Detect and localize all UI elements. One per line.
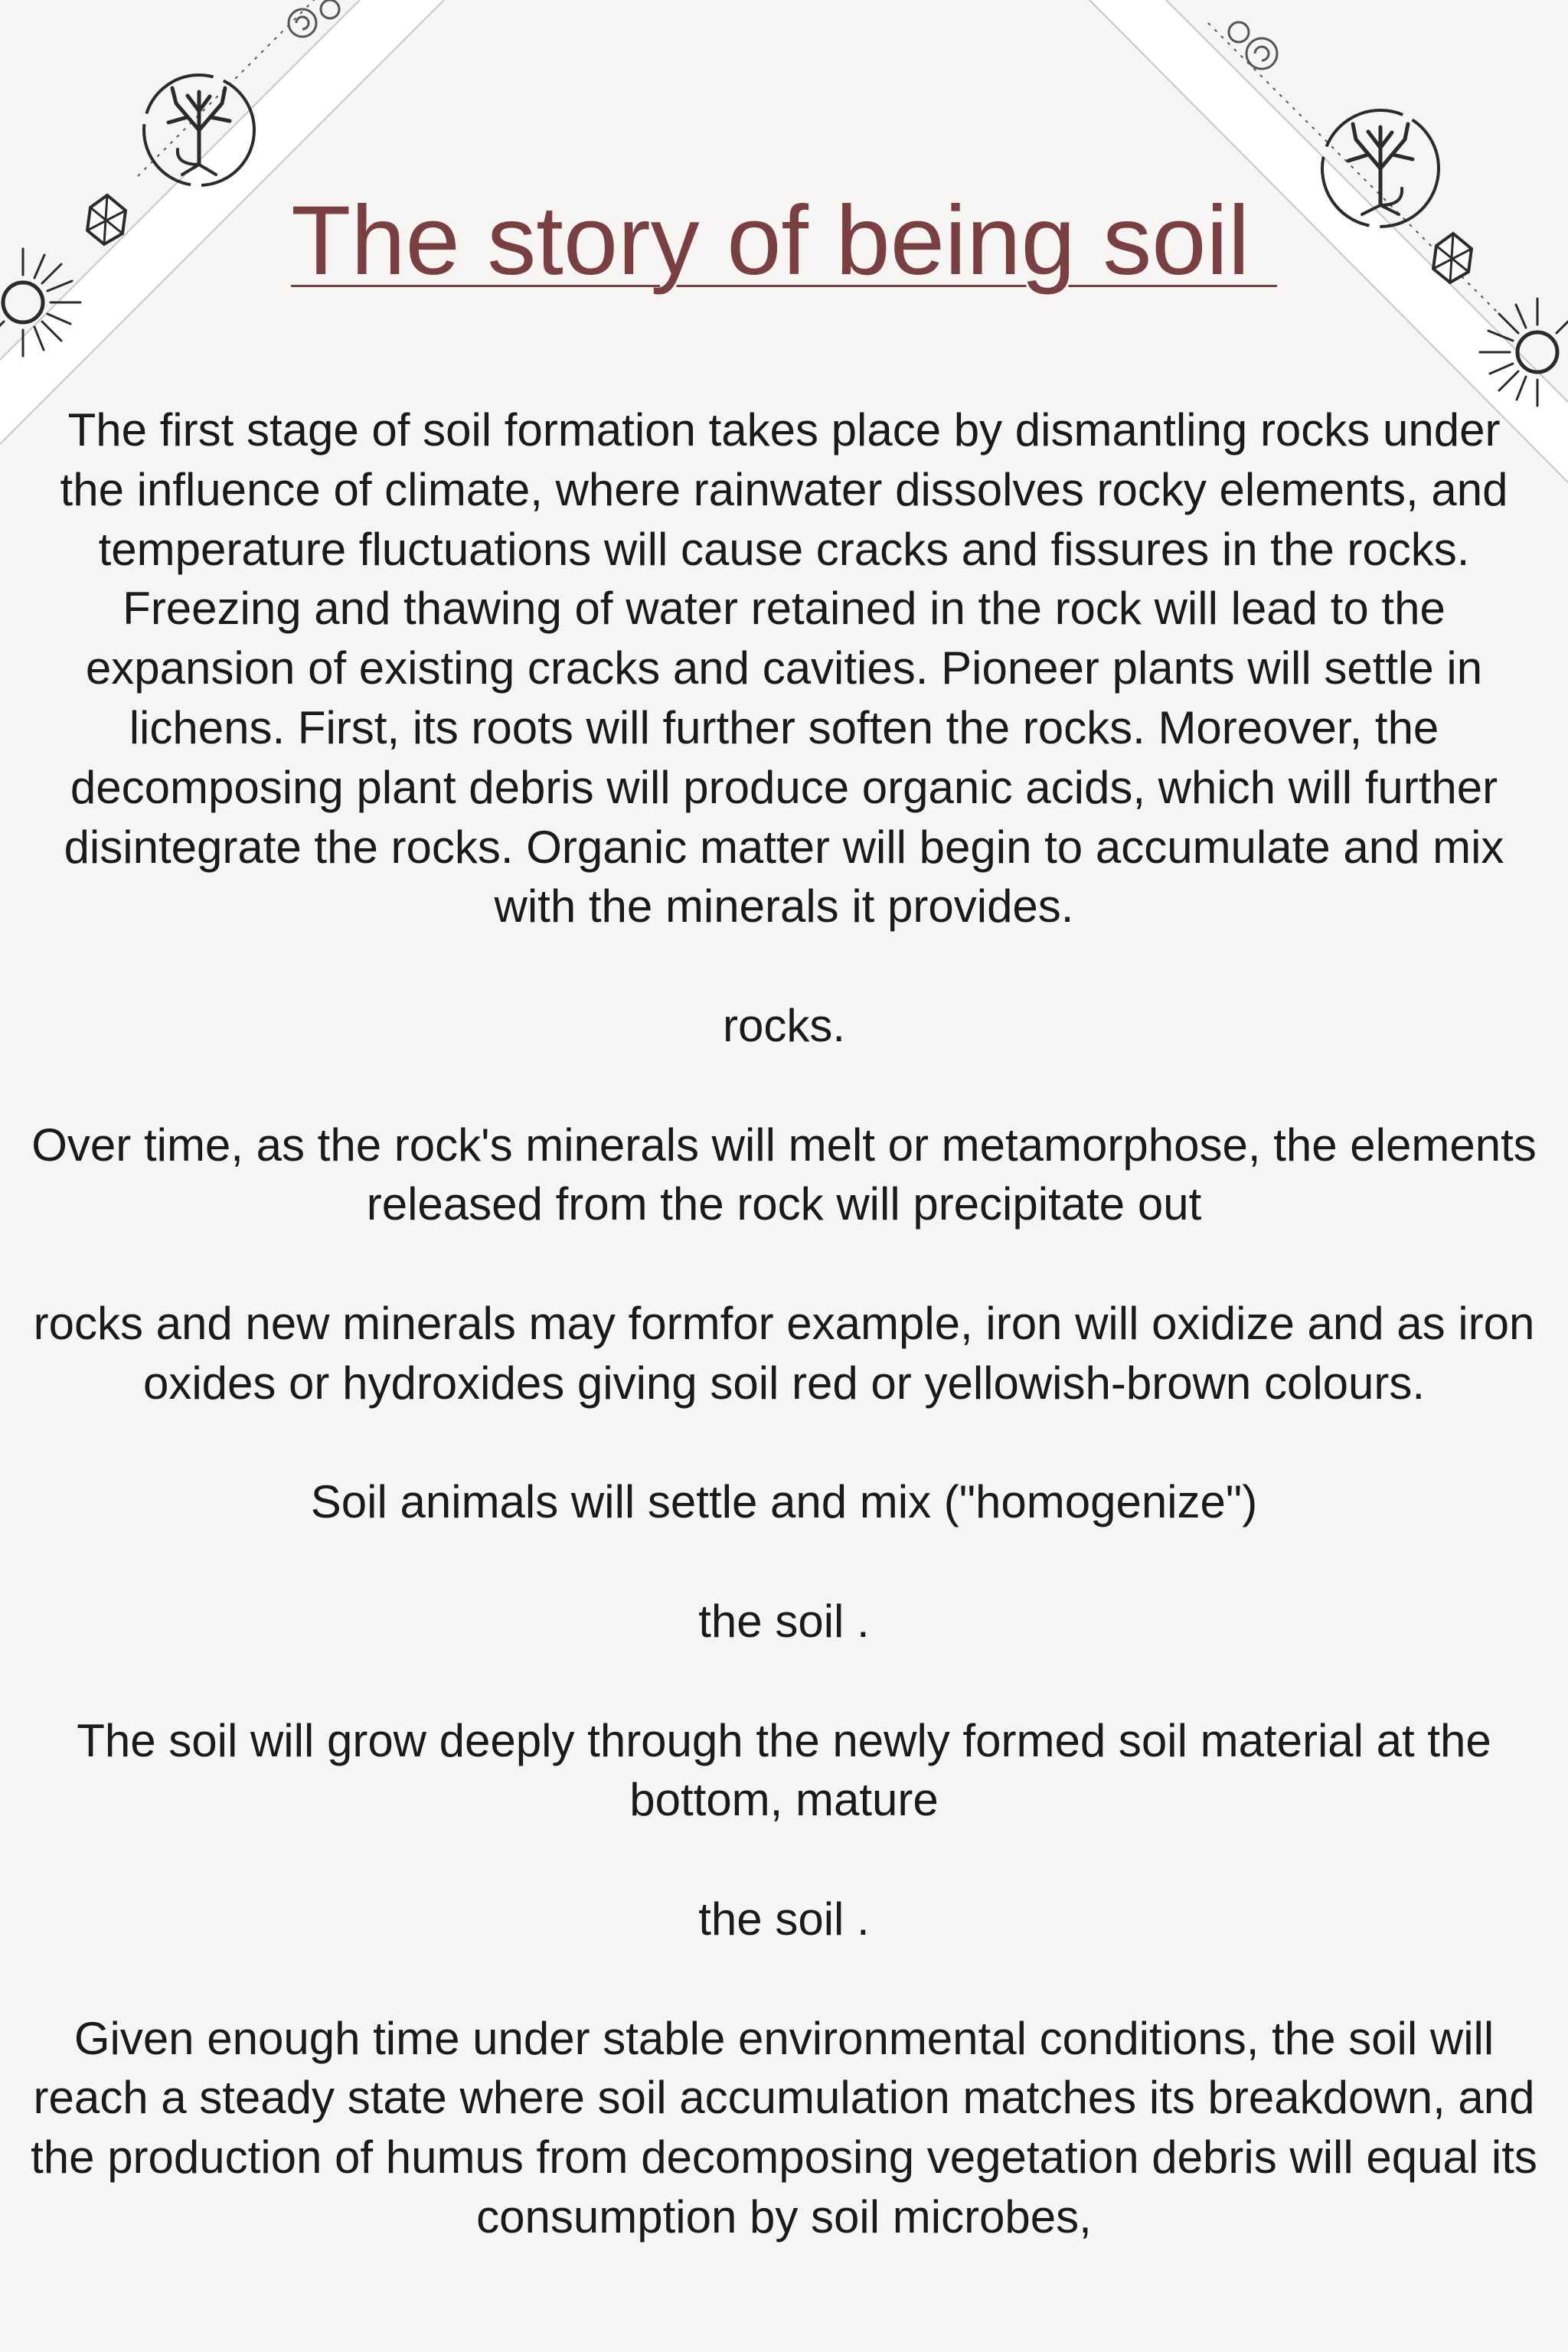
swirl-icon bbox=[1229, 22, 1277, 69]
paragraph: Soil animals will settle and mix ("homogenize") bbox=[310, 1476, 1258, 1528]
paragraph: The soil will grow deeply through the newly formed soil material at the bottom, mature bbox=[77, 1714, 1491, 1826]
page-title bbox=[0, 180, 1568, 302]
paragraph: the soil . bbox=[698, 1893, 870, 1945]
paragraph: Given enough time under stable environmental conditions, the soil will reach a steady state where soil accumulation matches its breakdown, and the production of humus from decomposing vegetation debris will equal its consumption by soil microbes, bbox=[31, 2012, 1537, 2243]
paragraph: Over time, as the rock's minerals will melt or metamorphose, the elements released from the rock will precipitate out bbox=[31, 1119, 1537, 1230]
document-body bbox=[31, 400, 1537, 2307]
page-title-text: The story of being soil bbox=[291, 186, 1277, 296]
paragraph: rocks and new minerals may formfor example, iron will oxidize and as iron oxides or hydroxides giving soil red or yellowish-brown colours. bbox=[33, 1297, 1535, 1409]
paragraph: The first stage of soil formation takes place by dismantling rocks under the influence of climate, where rainwater dissolves rocky elements, and temperature fluctuations will cause cracks and fissures in the rocks. Freezing and thawing of water retained in the rock will lead to the expansion of existing cracks and cavities. Pioneer plants will settle in lichens. First, its roots will further soften the rocks. Moreover, the decomposing plant debris will produce organic acids, which will further disintegrate the rocks. Organic matter will begin to accumulate and mix with the minerals it provides. bbox=[60, 404, 1508, 933]
paragraph: the soil . bbox=[698, 1595, 870, 1647]
paragraph: rocks. bbox=[722, 999, 846, 1051]
